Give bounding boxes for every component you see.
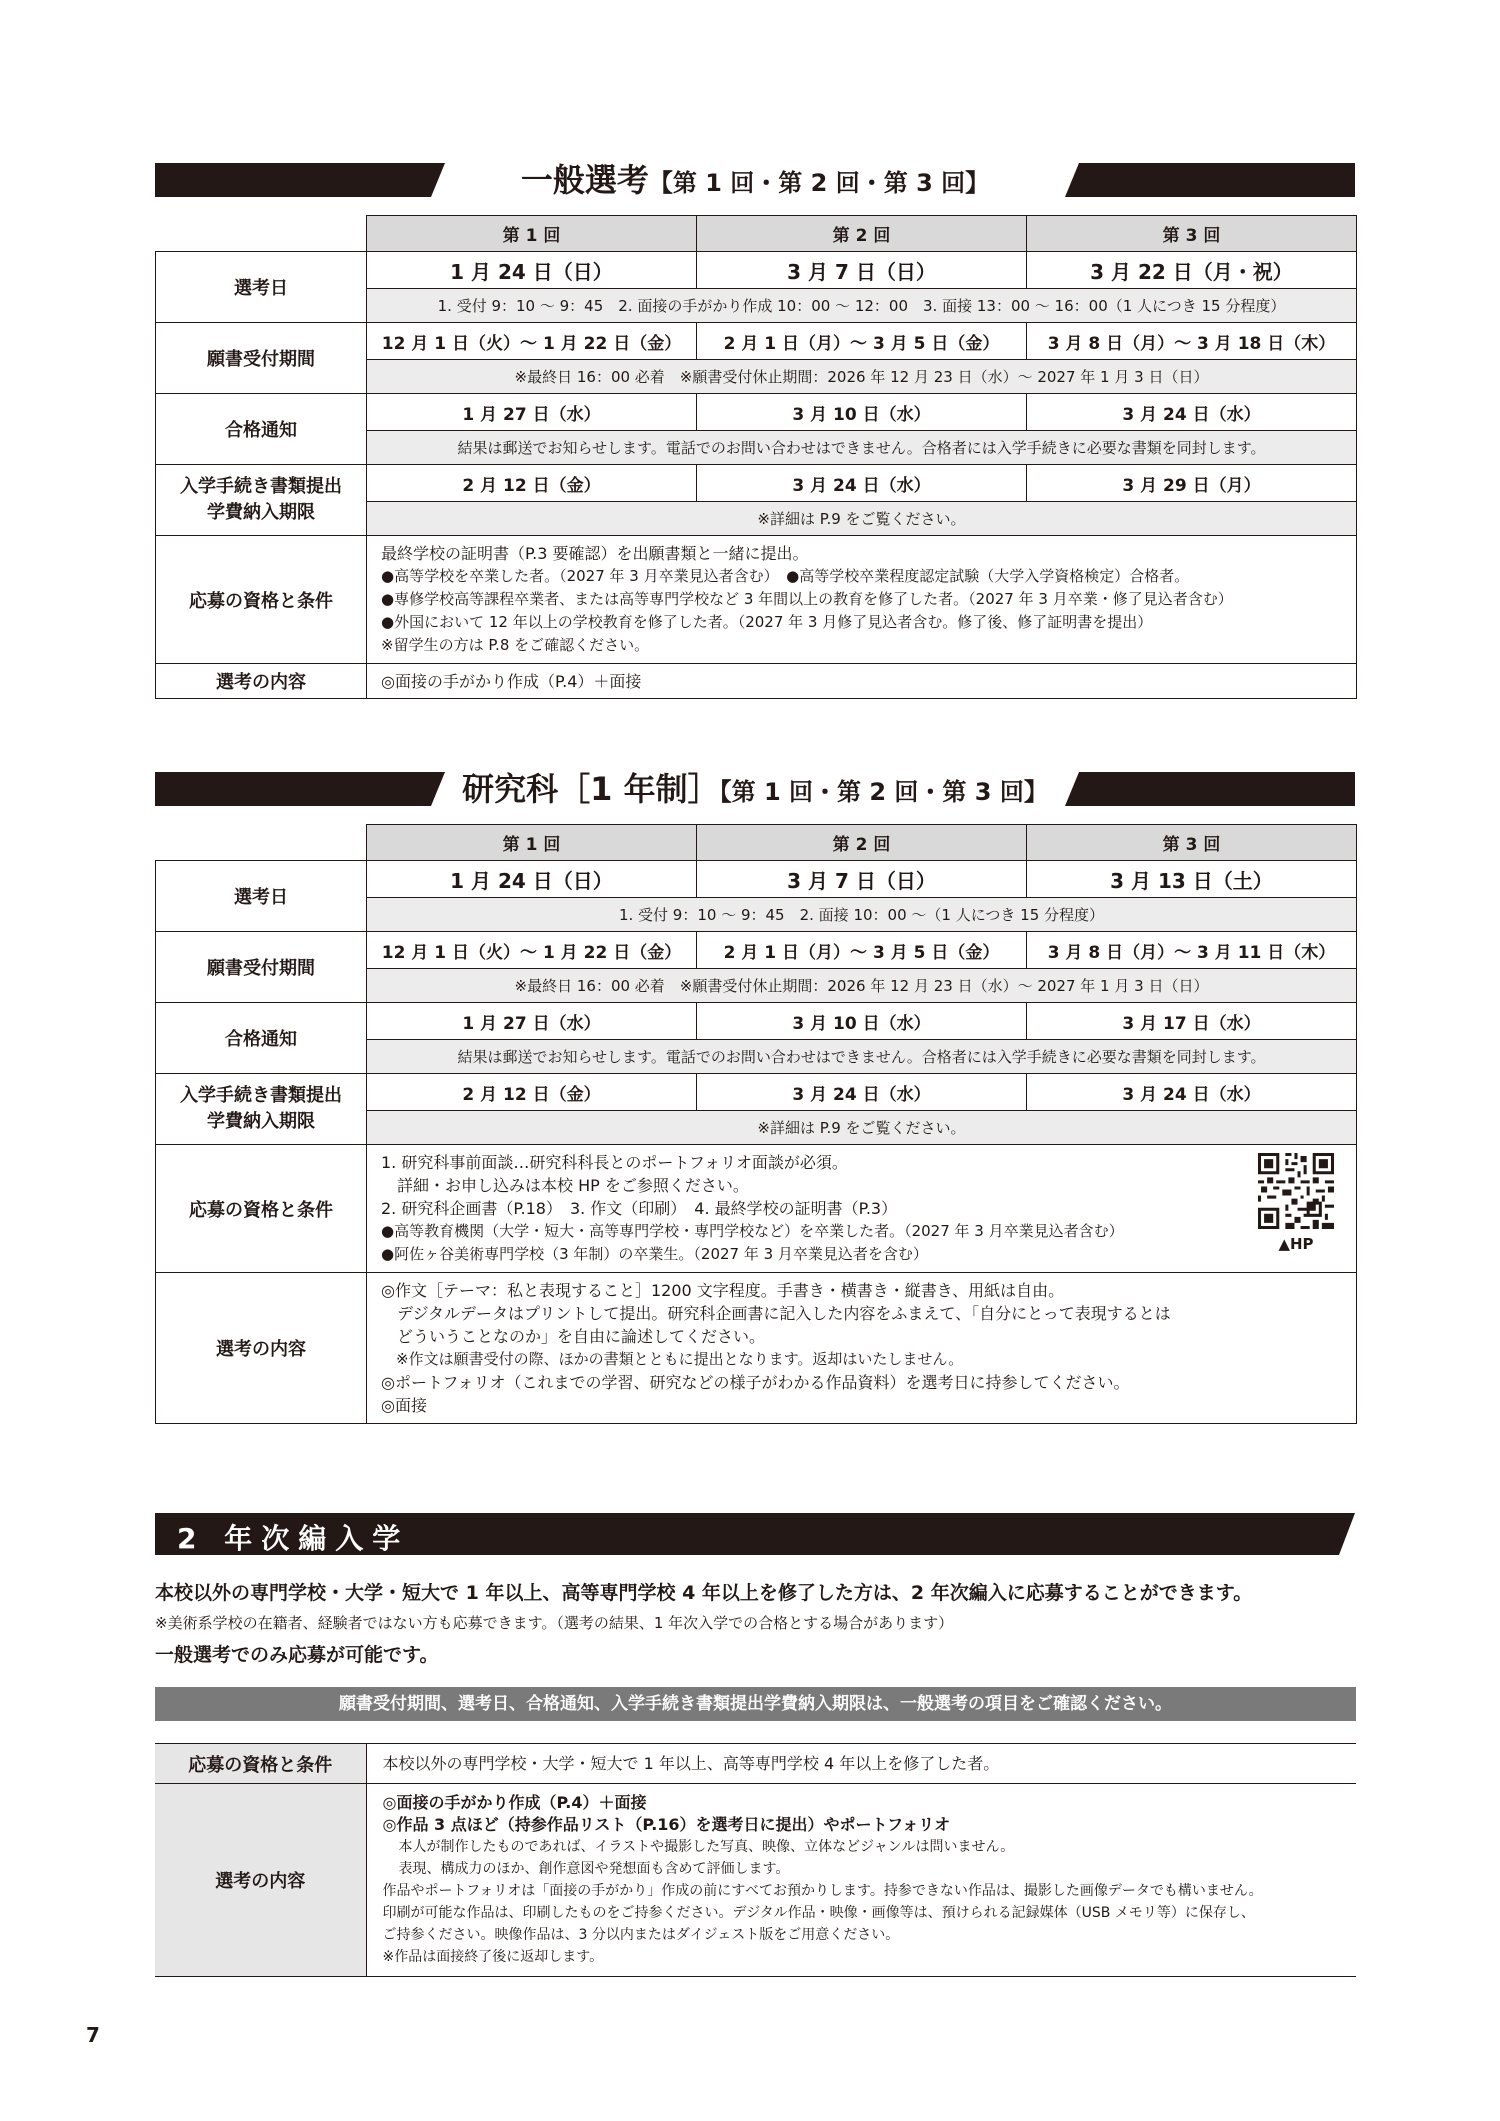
- enrollment-label-line: 入学手続き書類提出: [180, 476, 342, 497]
- hp-qr-code[interactable]: [1256, 1153, 1336, 1256]
- transfer-condition: 一般選考でのみ応募が可能です。: [155, 1644, 439, 1666]
- application-period: 3 月 8 日（月）～ 3 月 18 日（木）: [1027, 323, 1357, 360]
- qualification-text: [367, 536, 1357, 664]
- round-header: 第 3 回: [1027, 825, 1357, 861]
- pass-notice-date: 3 月 10 日（水）: [697, 394, 1027, 431]
- header-bar-right: [1065, 163, 1355, 197]
- application-period: 12 月 1 日（火）～ 1 月 22 日（金）: [367, 932, 697, 969]
- enrollment-label-line: 学費納入期限: [207, 502, 315, 523]
- pass-notice-note: 結果は郵送でお知らせします。電話でのお問い合わせはできません。合格者には入学手続きに必要な書類を同封します。: [367, 1040, 1357, 1074]
- enrollment-deadline: 2 月 12 日（金）: [367, 1074, 697, 1111]
- enrollment-note: ※詳細は P.9 をご覧ください。: [367, 502, 1357, 536]
- selection-content-label: 選考の内容: [156, 664, 367, 699]
- general-schedule-table: [155, 215, 1357, 699]
- research-section-title: [445, 764, 1065, 810]
- research-schedule-table: [155, 824, 1357, 1424]
- application-period: 12 月 1 日（火）～ 1 月 22 日（金）: [367, 323, 697, 360]
- pass-notice-date: 3 月 24 日（水）: [1027, 394, 1357, 431]
- round-header: 第 2 回: [697, 825, 1027, 861]
- pass-notice-date: 3 月 17 日（水）: [1027, 1003, 1357, 1040]
- general-section-title: [445, 155, 1065, 201]
- enrollment-label-line: 学費納入期限: [207, 1111, 315, 1132]
- research-section-header: [155, 772, 1355, 806]
- table-corner: [156, 216, 367, 252]
- transfer-title: 2 年次編入学: [177, 1522, 410, 1555]
- content-small-line: 本人が制作したものであれば、イラストや撮影した写真、映像、立体などジャンルは問いません。: [398, 1839, 1015, 1855]
- research-title: 研究科［1 年制］: [462, 770, 720, 808]
- exam-date: 3 月 7 日（日）: [697, 252, 1027, 289]
- header-bar-left: [155, 163, 445, 197]
- content-small-line: 表現、構成力のほか、創作意図や発想面も含めて評価します。: [398, 1861, 790, 1877]
- round-header: 第 2 回: [697, 216, 1027, 252]
- selection-content-text: [366, 1784, 1356, 1977]
- qr-code-icon: [1258, 1153, 1334, 1229]
- general-subtitle: 【第 1 回・第 2 回・第 3 回】: [648, 169, 990, 197]
- header-bar-right: [1065, 772, 1355, 806]
- qualification-line: ●阿佐ヶ谷美術専門学校（3 年制）の卒業生。（2027 年 3 月卒業見込者を含む）: [381, 1245, 928, 1263]
- transfer-table: [155, 1743, 1356, 1977]
- content-small-line: ※作品は面接終了後に返却します。: [382, 1949, 604, 1965]
- table-corner: [156, 825, 367, 861]
- content-line: ◎ポートフォリオ（これまでの学習、研究などの様子がわかる作品資料）を選考日に持参してください。: [381, 1373, 1130, 1392]
- enrollment-deadline: 3 月 24 日（水）: [697, 465, 1027, 502]
- round-header: 第 1 回: [367, 216, 697, 252]
- application-note: ※最終日 16：00 必着 ※願書受付休止期間：2026 年 12 月 23 日（水）～ 2027 年 1 月 3 日（日）: [367, 360, 1357, 394]
- enrollment-deadline: 2 月 12 日（金）: [367, 465, 697, 502]
- research-subtitle: 【第 1 回・第 2 回・第 3 回】: [719, 778, 1048, 806]
- qualification-line: ●高等教育機関（大学・短大・高等専門学校・専門学校など）を卒業した者。（2027 年 3 月卒業見込者含む）: [381, 1222, 1124, 1240]
- qualification-label: 応募の資格と条件: [156, 1145, 367, 1273]
- qualification-line: ●高等学校を卒業した者。（2027 年 3 月卒業見込者含む） ●高等学校卒業程度認定試験（大学入学資格検定）合格者。: [381, 567, 1190, 585]
- enrollment-deadline: 3 月 24 日（水）: [697, 1074, 1027, 1111]
- application-period: 3 月 8 日（月）～ 3 月 11 日（木）: [1027, 932, 1357, 969]
- application-period-label: 願書受付期間: [156, 323, 367, 394]
- exam-date-label: 選考日: [156, 252, 367, 323]
- pass-notice-label: 合格通知: [156, 394, 367, 465]
- exam-date: 3 月 22 日（月・祝）: [1027, 252, 1357, 289]
- qualification-line: 最終学校の証明書（P.3 要確認）を出願書類と一緒に提出。: [381, 544, 809, 563]
- selection-content-label: 選考の内容: [155, 1784, 366, 1977]
- qualification-text: [367, 1145, 1357, 1273]
- general-title: 一般選考: [520, 161, 649, 199]
- exam-date: 1 月 24 日（日）: [367, 861, 697, 898]
- content-line: デジタルデータはプリントして提出。研究科企画書に記入した内容をふまえて、「自分にとって表現するとは: [381, 1304, 1171, 1323]
- round-header: 第 3 回: [1027, 216, 1357, 252]
- pass-notice-date: 3 月 10 日（水）: [697, 1003, 1027, 1040]
- content-line: ◎作文［テーマ：私と表現すること］1200 文字程度。手書き・横書き・縦書き、用紙は自由。: [381, 1281, 1065, 1300]
- transfer-section-header: [155, 1513, 1355, 1555]
- transfer-description: 本校以外の専門学校・大学・短大で 1 年以上、高等専門学校 4 年以上を修了した方は、2 年次編入に応募することができます。: [155, 1582, 1253, 1604]
- enrollment-label-line: 入学手続き書類提出: [180, 1085, 342, 1106]
- content-line: ◎作品 3 点ほど（持参作品リスト（P.16）を選考日に提出）やポートフォリオ: [382, 1815, 951, 1834]
- enrollment-deadline: 3 月 24 日（水）: [1027, 1074, 1357, 1111]
- content-small-line: 作品やポートフォリオは「面接の手がかり」作成の前にすべてお預かりします。持参できない作品は、撮影した画像データでも構いません。: [382, 1883, 1263, 1899]
- content-line: ◎面接の手がかり作成（P.4）＋面接: [382, 1793, 647, 1812]
- content-line: どういうことなのか」を自由に論述してください。: [381, 1327, 766, 1346]
- application-period: 2 月 1 日（月）～ 3 月 5 日（金）: [697, 932, 1027, 969]
- exam-date-label: 選考日: [156, 861, 367, 932]
- enrollment-note: ※詳細は P.9 をご覧ください。: [367, 1111, 1357, 1145]
- header-bar-left: [155, 772, 445, 806]
- exam-date: 1 月 24 日（日）: [367, 252, 697, 289]
- application-note: ※最終日 16：00 必着 ※願書受付休止期間：2026 年 12 月 23 日（水）～ 2027 年 1 月 3 日（日）: [367, 969, 1357, 1003]
- application-period: 2 月 1 日（月）～ 3 月 5 日（金）: [697, 323, 1027, 360]
- qualification-line: 1. 研究科事前面談…研究科科長とのポートフォリオ面談が必須。: [381, 1153, 848, 1172]
- transfer-notice-bar: 願書受付期間、選考日、合格通知、入学手続き書類提出学費納入期限は、一般選考の項目をご確認ください。: [155, 1687, 1356, 1721]
- exam-date: 3 月 13 日（土）: [1027, 861, 1357, 898]
- selection-content-label: 選考の内容: [156, 1273, 367, 1424]
- exam-date: 3 月 7 日（日）: [697, 861, 1027, 898]
- page-number: 7: [86, 2023, 100, 2047]
- enrollment-deadline-label: [156, 465, 367, 536]
- transfer-note: ※美術系学校の在籍者、経験者ではない方も応募できます。（選考の結果、1 年次入学での合格とする場合があります）: [155, 1614, 954, 1632]
- content-small-line: 印刷が可能な作品は、印刷したものをご持参ください。デジタル作品・映像・画像等は、預けられる記録媒体（USB メモリ等）に保存し、: [382, 1905, 1255, 1921]
- qualification-label: 応募の資格と条件: [156, 536, 367, 664]
- selection-content-text: ◎面接の手がかり作成（P.4）＋面接: [367, 664, 1357, 699]
- selection-content-text: [367, 1273, 1357, 1424]
- qualification-line: 詳細・お申し込みは本校 HP をご参照ください。: [381, 1176, 749, 1195]
- content-small-line: ご持参ください。映像作品は、3 分以内またはダイジェスト版をご用意ください。: [382, 1927, 900, 1943]
- enrollment-deadline: 3 月 29 日（月）: [1027, 465, 1357, 502]
- qualification-line: 2. 研究科企画書（P.18） 3. 作文（印刷） 4. 最終学校の証明書（P.3）: [381, 1199, 898, 1218]
- hp-label: ▲HP: [1278, 1235, 1314, 1253]
- enrollment-deadline-label: [156, 1074, 367, 1145]
- qualification-line: ●外国において 12 年以上の学校教育を修了した者。（2027 年 3 月修了見込者含む。修了後、修了証明書を提出）: [381, 613, 1153, 631]
- round-header: 第 1 回: [367, 825, 697, 861]
- qualification-text: 本校以外の専門学校・大学・短大で 1 年以上、高等専門学校 4 年以上を修了した者。: [366, 1744, 1356, 1784]
- pass-notice-date: 1 月 27 日（水）: [367, 1003, 697, 1040]
- qualification-line: ※留学生の方は P.8 をご確認ください。: [381, 636, 650, 654]
- exam-schedule-note: 1. 受付 9：10 ～ 9：45 2. 面接の手がかり作成 10：00 ～ 12：00 3. 面接 13：00 ～ 16：00（1 人につき 15 分程度）: [367, 289, 1357, 323]
- content-line: ※作文は願書受付の際、ほかの書類とともに提出となります。返却はいたしません。: [381, 1350, 964, 1368]
- qualification-label: 応募の資格と条件: [155, 1744, 366, 1784]
- pass-notice-note: 結果は郵送でお知らせします。電話でのお問い合わせはできません。合格者には入学手続きに必要な書類を同封します。: [367, 431, 1357, 465]
- application-period-label: 願書受付期間: [156, 932, 367, 1003]
- qualification-line: ●専修学校高等課程卒業者、または高等専門学校など 3 年間以上の教育を修了した者。（2027 年 3 月卒業・修了見込者含む）: [381, 590, 1233, 608]
- content-line: ◎面接: [381, 1396, 427, 1415]
- pass-notice-label: 合格通知: [156, 1003, 367, 1074]
- pass-notice-date: 1 月 27 日（水）: [367, 394, 697, 431]
- exam-schedule-note: 1. 受付 9：10 ～ 9：45 2. 面接 10：00 ～（1 人につき 15 分程度）: [367, 898, 1357, 932]
- general-section-header: [155, 163, 1355, 197]
